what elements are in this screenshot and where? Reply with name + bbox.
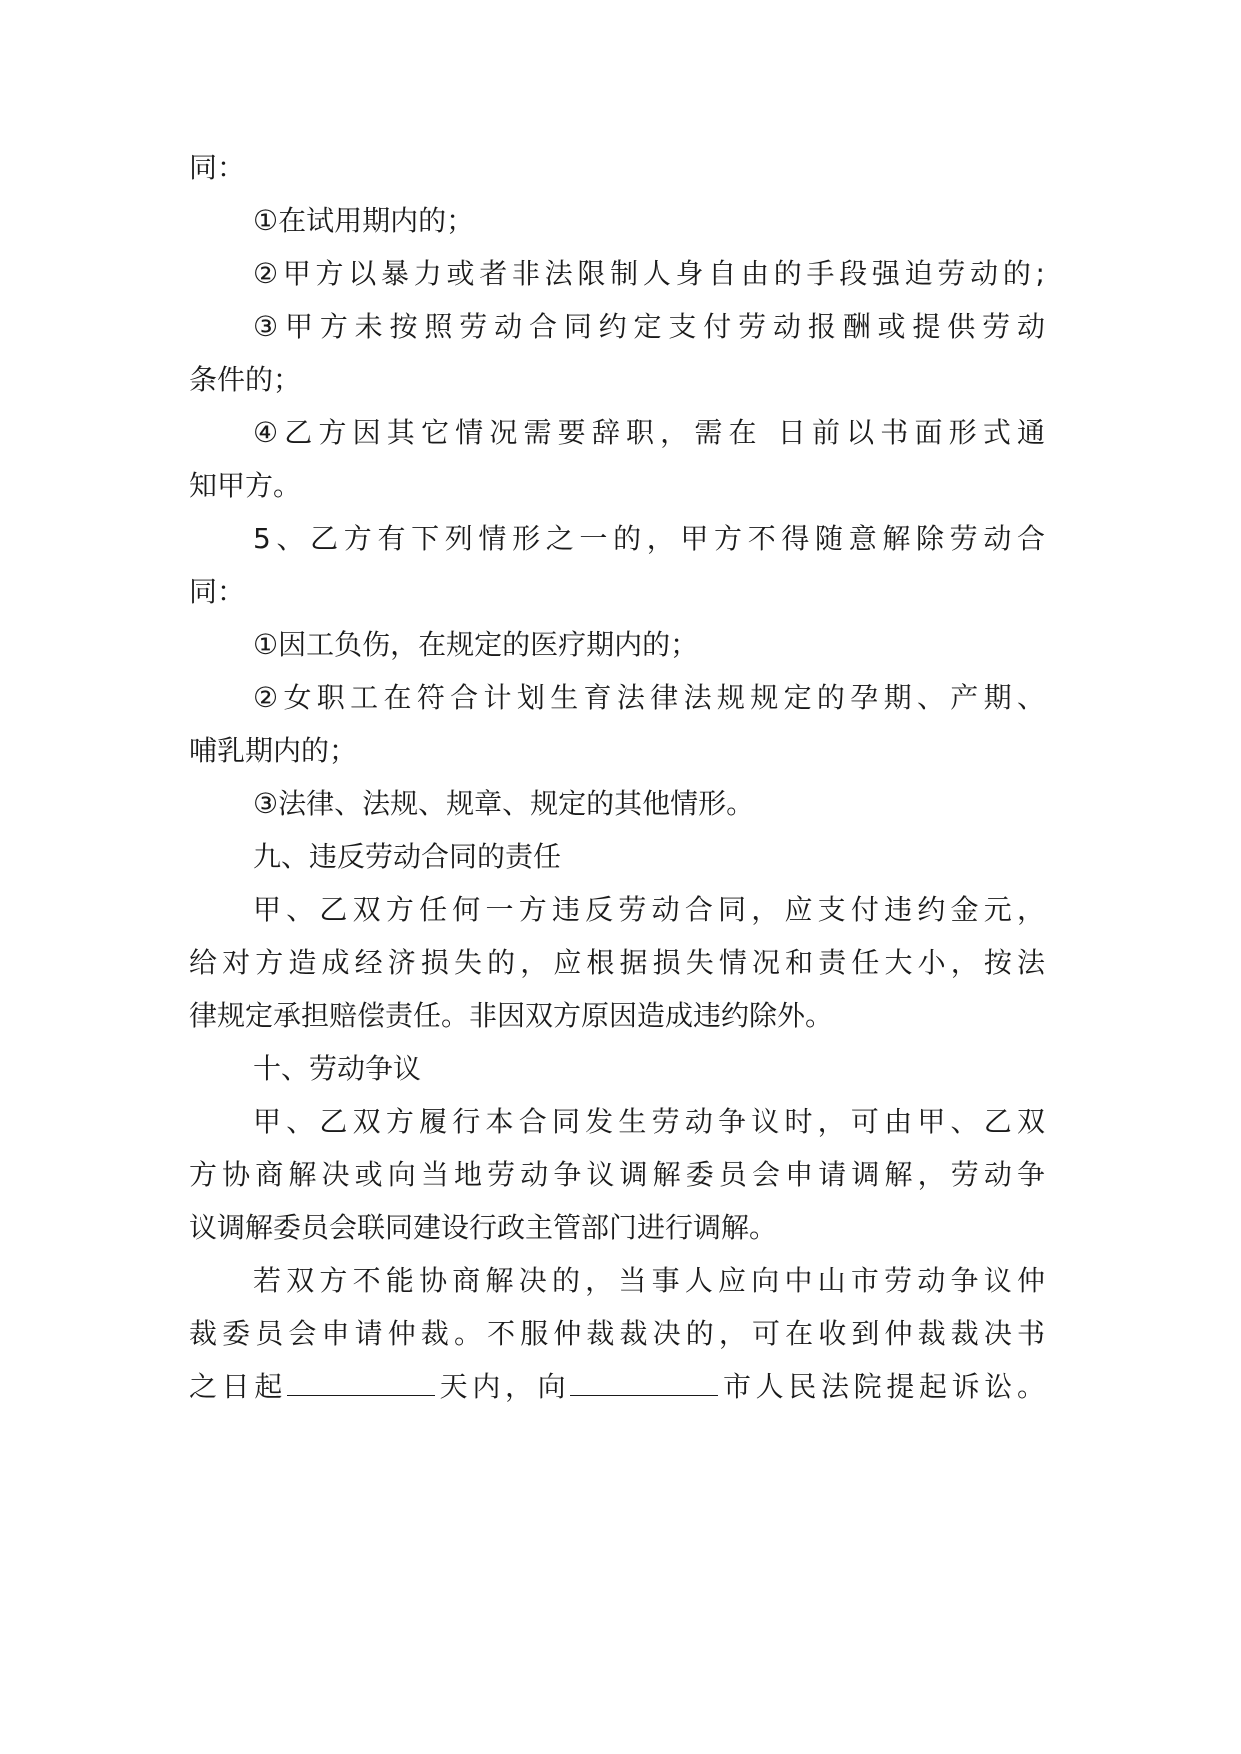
text-line: 同： — [189, 151, 246, 184]
text-line: ①因工负伤，在规定的医疗期内的； — [253, 628, 699, 661]
text-line: 哺乳期内的； — [189, 734, 358, 767]
text-line: 知甲方。 — [189, 469, 302, 502]
text-line: 甲、乙双方任何一方违反劳动合同，应支付违约金元， — [253, 893, 1045, 926]
section-heading: 十、劳动争议 — [253, 1052, 422, 1085]
text-line: ②甲方以暴力或者非法限制人身自由的手段强迫劳动的; — [253, 257, 1045, 290]
text-line: ③甲方未按照劳动合同约定支付劳动报酬或提供劳动 — [253, 310, 1045, 343]
text-line: 若双方不能协商解决的，当事人应向中山市劳动争议仲 — [253, 1264, 1045, 1297]
days-blank — [287, 1367, 435, 1396]
text-line: 5、乙方有下列情形之一的，甲方不得随意解除劳动合 — [253, 522, 1045, 555]
court-city-blank — [570, 1367, 718, 1396]
text-line: 甲、乙双方履行本合同发生劳动争议时，可由甲、乙双 — [253, 1105, 1045, 1138]
final-line-part-1: 之日起 — [189, 1370, 287, 1403]
text-line: 条件的； — [189, 363, 302, 396]
text-line: 议调解委员会联同建设行政主管部门进行调解。 — [189, 1211, 778, 1244]
section-heading: 九、违反劳动合同的责任 — [253, 840, 562, 873]
text-line: 给对方造成经济损失的，应根据损失情况和责任大小，按法 — [189, 946, 1045, 979]
text-line: 同： — [189, 575, 246, 608]
text-line: 裁委员会申请仲裁。不服仲裁裁决的，可在收到仲裁裁决书 — [189, 1317, 1045, 1350]
final-line-part-2: 天内，向 — [435, 1370, 571, 1403]
text-line: 方协商解决或向当地劳动争议调解委员会申请调解，劳动争 — [189, 1158, 1045, 1191]
text-line: ②女职工在符合计划生育法律法规规定的孕期、产期、 — [253, 681, 1045, 714]
text-line: 律规定承担赔偿责任。非因双方原因造成违约除外。 — [189, 999, 834, 1032]
final-line-part-3: 市人民法院提起诉讼。 — [718, 1370, 1045, 1403]
text-line: ④乙方因其它情况需要辞职，需在 日前以书面形式通 — [253, 416, 1045, 449]
final-text-line — [189, 1367, 1045, 1407]
text-line: ①在试用期内的； — [253, 204, 475, 237]
text-line: ③法律、法规、规章、规定的其他情形。 — [253, 787, 755, 820]
